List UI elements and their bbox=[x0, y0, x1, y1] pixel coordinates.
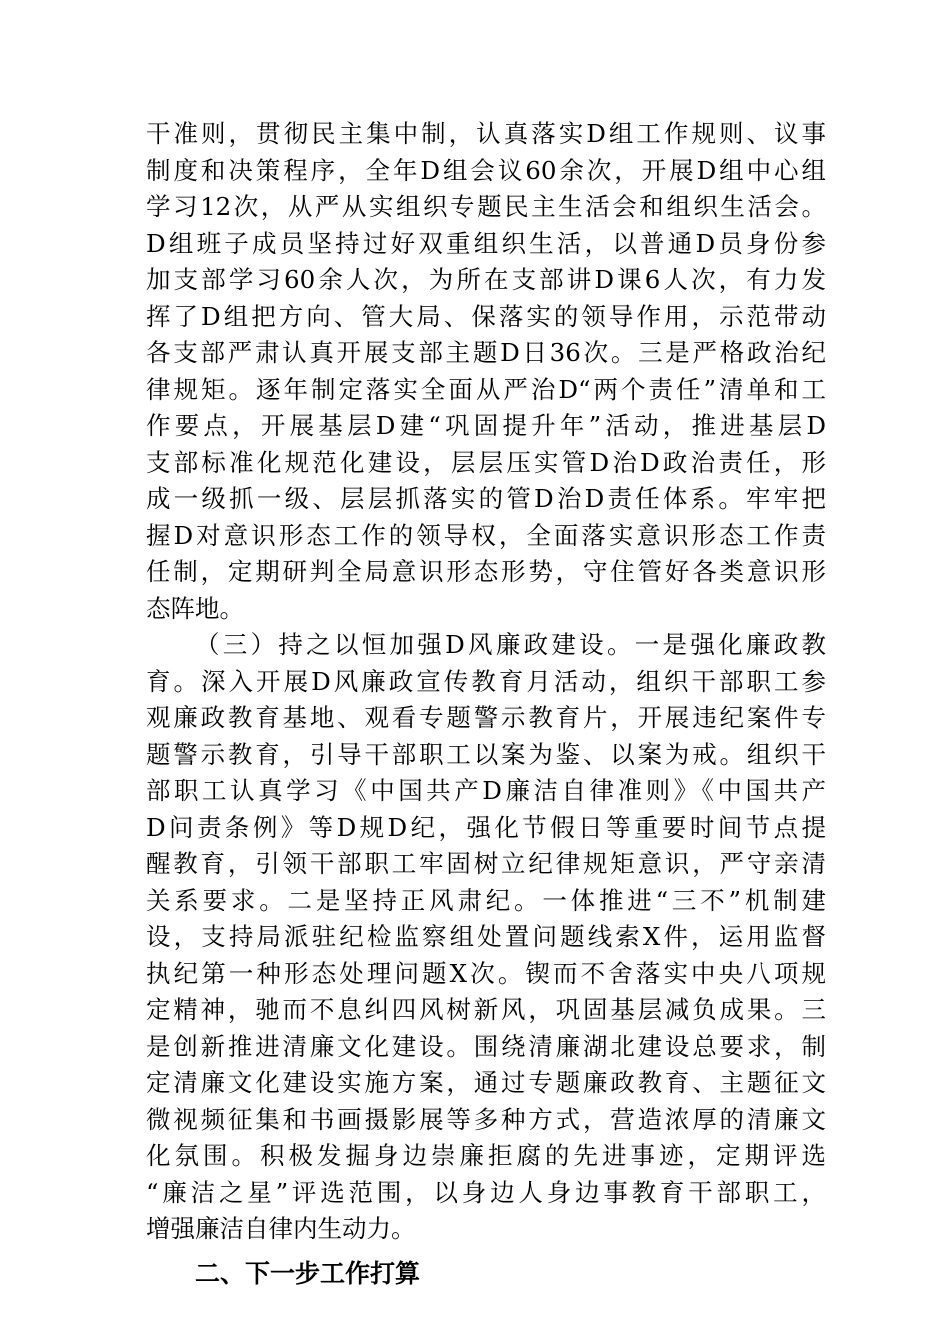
text-line: D问责条例》等D规D纪，强化节假日等重要时间节点提 bbox=[146, 812, 826, 842]
text-line: 加支部学习60余人次，为所在支部讲D课6人次，有力发 bbox=[146, 265, 826, 294]
text-line: 定精神，驰而不息纠四风树新风，巩固基层减负成果。三 bbox=[146, 995, 826, 1024]
text-line: 关系要求。二是坚持正风肃纪。一体推进“三不”机制建 bbox=[146, 885, 826, 915]
paragraph-2 bbox=[146, 627, 826, 1248]
text-line: 握D对意识形态工作的领导权，全面落实意识形态工作责 bbox=[146, 520, 826, 550]
text-line: 支部标准化规范化建设，层层压实管D治D政治责任，形 bbox=[146, 447, 826, 477]
document-body bbox=[146, 116, 826, 1294]
text-line: 执纪第一种形态处理问题X次。锲而不舍落实中央八项规 bbox=[146, 958, 826, 988]
text-line: 化氛围。积极发掘身边崇廉拒腐的先进事迹，定期评选 bbox=[146, 1141, 826, 1170]
text-line: D组班子成员坚持过好双重组织生活，以普通D员身份参 bbox=[146, 228, 826, 258]
text-line: 作要点，开展基层D建“巩固提升年”活动，推进基层D bbox=[146, 411, 826, 440]
paragraph-1 bbox=[146, 116, 826, 627]
text-line: 学习12次，从严从实组织专题民主生活会和组织生活会。 bbox=[146, 192, 826, 221]
section-heading: 二、下一步工作打算 bbox=[195, 1258, 421, 1288]
text-line: 题警示教育，引导干部职工以案为鉴、以案为戒。组织干 bbox=[146, 739, 826, 769]
text-line: 律规矩。逐年制定落实全面从严治D“两个责任”清单和工 bbox=[146, 374, 826, 404]
text-line: 成一级抓一级、层层抓落实的管D治D责任体系。牢牢把 bbox=[146, 484, 826, 513]
text-line: 挥了D组把方向、管大局、保落实的领导作用，示范带动 bbox=[146, 301, 826, 331]
text-line: 各支部严肃认真开展支部主题D日36次。三是严格政治纪 bbox=[146, 338, 826, 367]
text-line: 微视频征集和书画摄影展等多种方式，营造浓厚的清廉文 bbox=[146, 1104, 826, 1134]
text-line: 增强廉洁自律内生动力。 bbox=[146, 1214, 416, 1243]
text-line: “廉洁之星”评选范围，以身边人身边事教育干部职工， bbox=[146, 1177, 826, 1207]
text-line: 态阵地。 bbox=[146, 593, 244, 623]
text-line: 育。深入开展D风廉政宣传教育月活动，组织干部职工参 bbox=[146, 666, 826, 696]
text-line: （三）持之以恒加强D风廉政建设。一是强化廉政教 bbox=[195, 630, 826, 659]
text-line: 部职工认真学习《中国共产D廉洁自律准则》《中国共产 bbox=[146, 776, 826, 805]
text-line: 是创新推进清廉文化建设。围绕清廉湖北建设总要求，制 bbox=[146, 1031, 826, 1061]
text-line: 设，支持局派驻纪检监察组处置问题线索X件，运用监督 bbox=[146, 922, 826, 951]
text-line: 任制，定期研判全局意识形态形势，守住管好各类意识形 bbox=[146, 557, 826, 586]
text-line: 制度和决策程序，全年D组会议60余次，开展D组中心组 bbox=[146, 155, 826, 185]
text-line: 干准则，贯彻民主集中制，认真落实D组工作规则、议事 bbox=[146, 119, 826, 148]
text-line: 醒教育，引领干部职工牢固树立纪律规矩意识，严守亲清 bbox=[146, 849, 826, 878]
text-line: 定清廉文化建设实施方案，通过专题廉政教育、主题征文 bbox=[146, 1068, 826, 1097]
text-line: 观廉政教育基地、观看专题警示教育片，开展违纪案件专 bbox=[146, 703, 826, 732]
